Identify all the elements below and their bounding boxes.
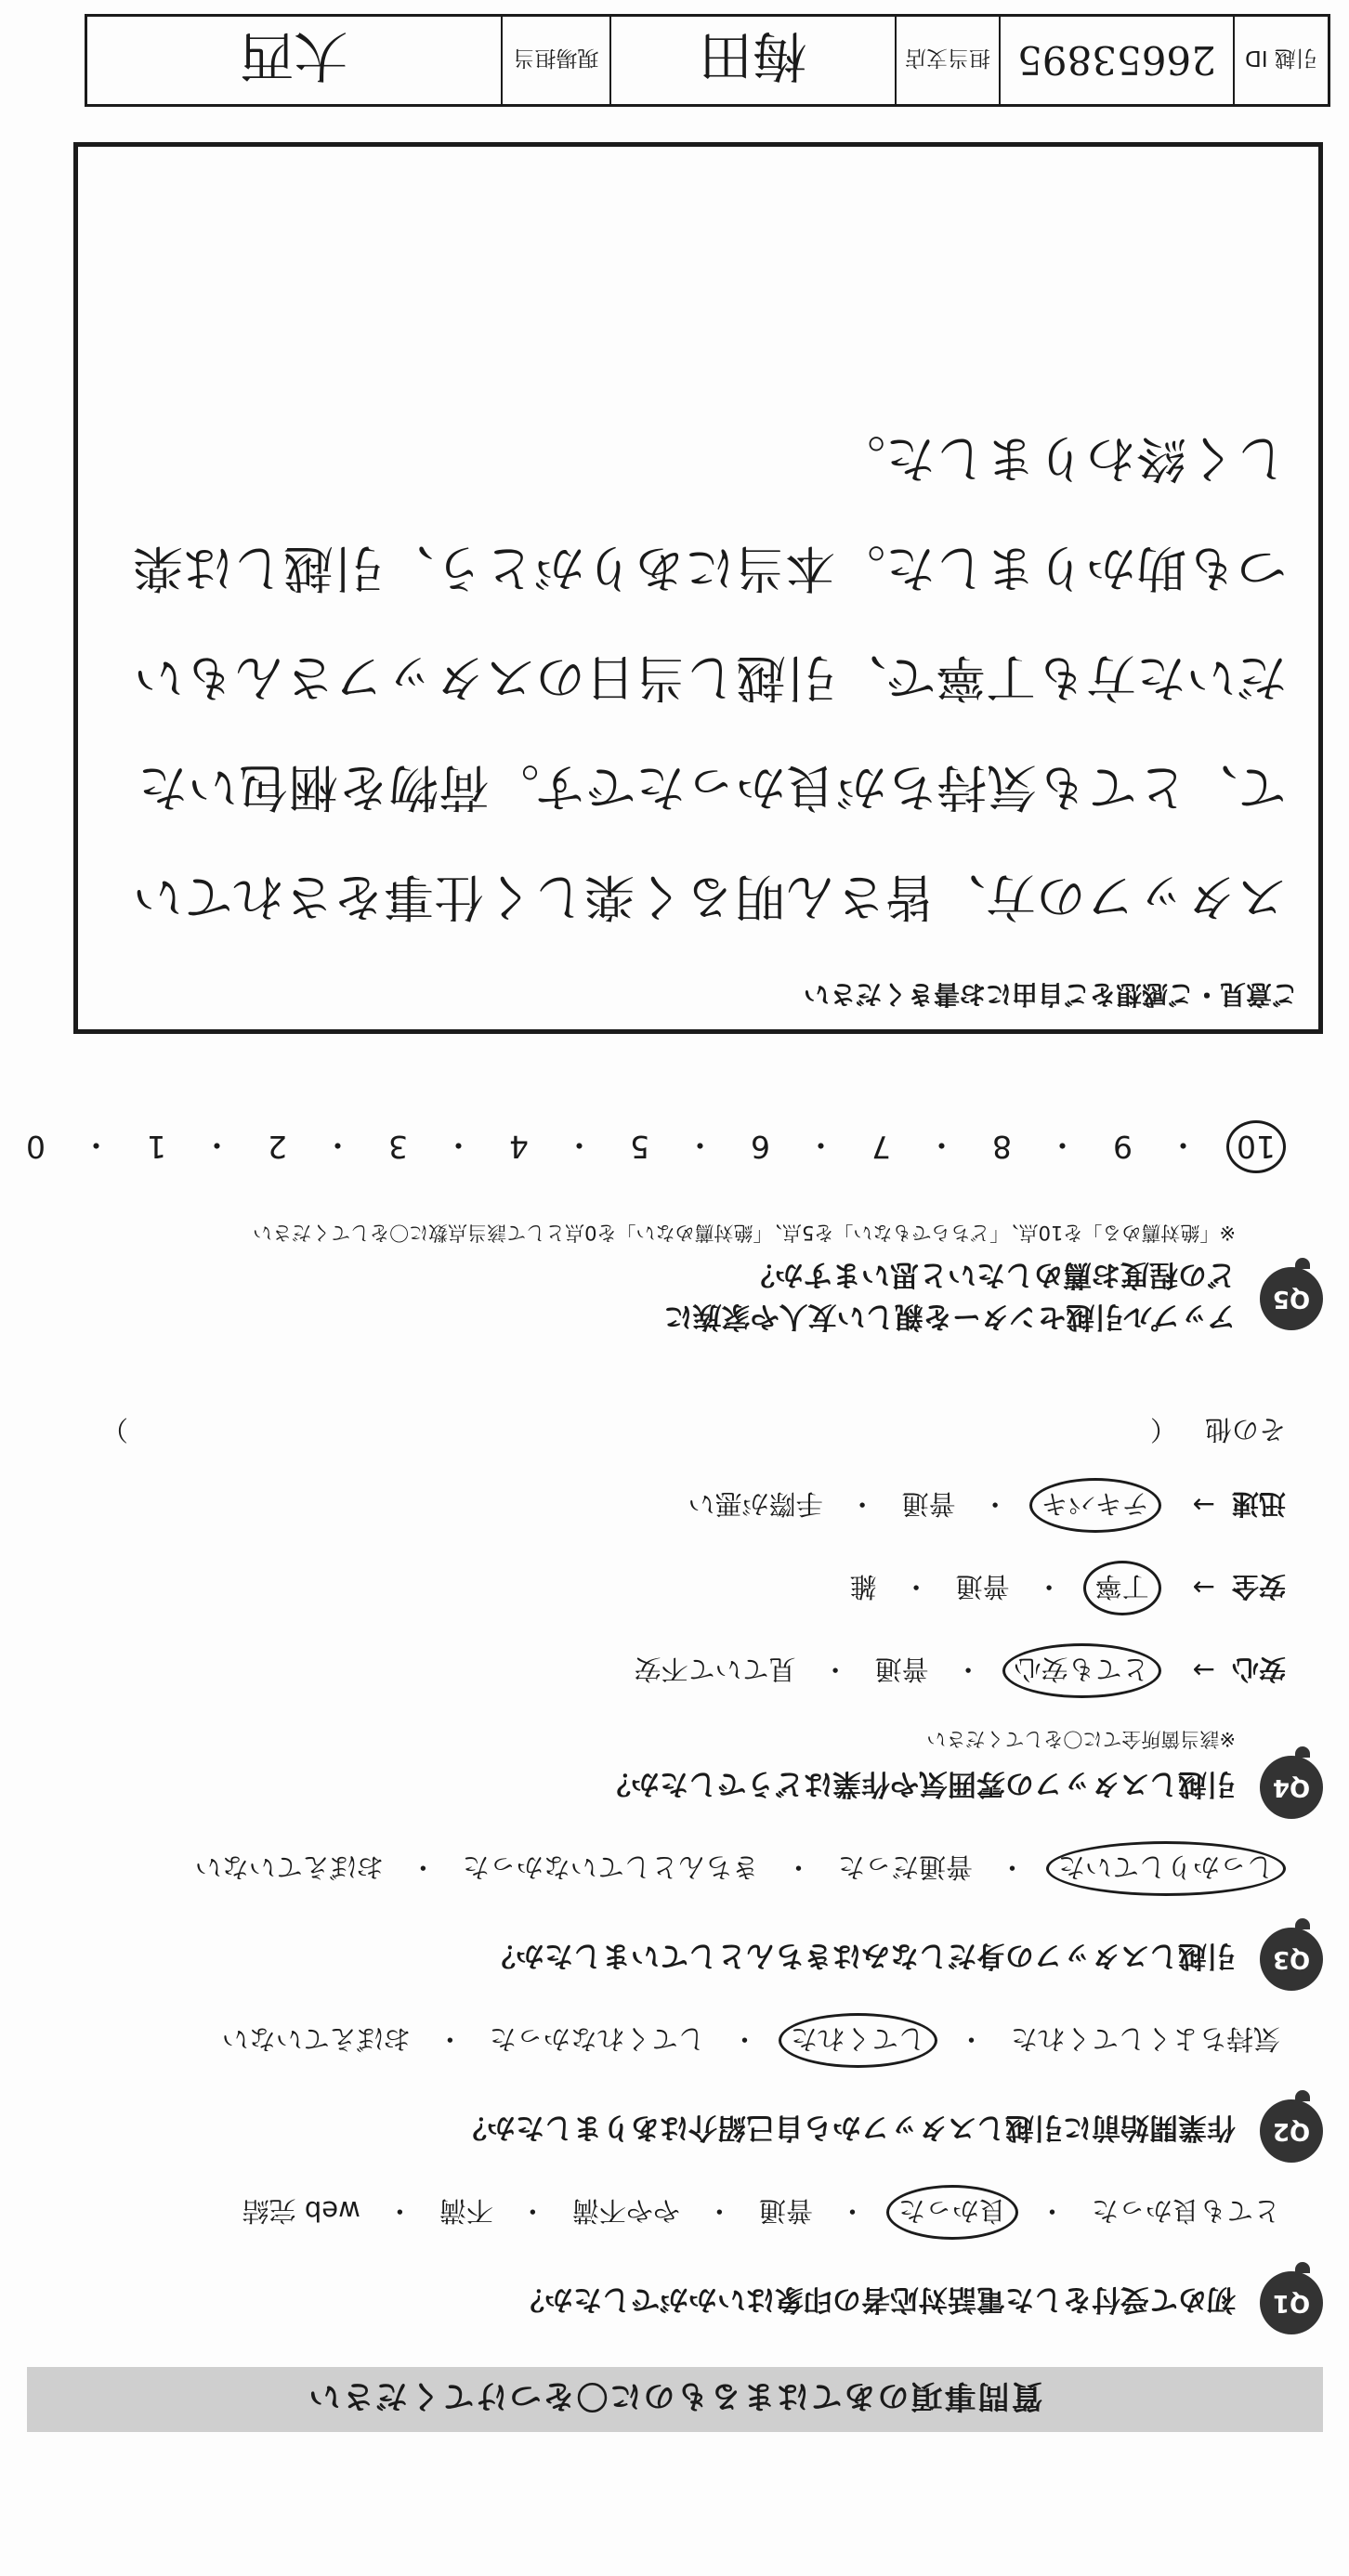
q1-badge-icon: Q1 — [1260, 2271, 1323, 2334]
comments-title: ご意見・ご感想をご自由にお書きください — [803, 979, 1298, 1010]
site-manager-value: 大西 — [240, 24, 348, 87]
q5-badge-icon: Q5 — [1260, 1267, 1323, 1330]
q2-option-1[interactable]: 気持ちよくしてくれた — [1010, 2023, 1280, 2055]
q4-row-2-label: 安全 — [1231, 1571, 1286, 1602]
q4-row-2-option-2[interactable]: 普通 — [955, 1571, 1010, 1602]
q4-badge-icon: Q4 — [1260, 1756, 1323, 1819]
q5-text-line-1: アップル引越センターを親しい友人や家族に — [663, 1300, 1236, 1333]
q5-score-4[interactable]: 4 — [509, 1129, 529, 1165]
q4-row-jinsoku: 迅速 → テキパキ ・ 普通 ・ 手際が悪い — [27, 1478, 1286, 1533]
q5-score-2[interactable]: 2 — [268, 1129, 287, 1165]
q4-note: ※該当箇所全てに〇をしてください — [926, 1728, 1236, 1750]
comments-box[interactable] — [73, 142, 1323, 1034]
q4-row-1-option-2[interactable]: 普通 — [874, 1654, 929, 1685]
question-q3 — [27, 1841, 1323, 1991]
q1-option-4[interactable]: やや不満 — [571, 2195, 680, 2227]
branch-label: 担当支店 — [895, 17, 999, 104]
comments-handwritten-text: スタッフの方、皆さん明るく楽しく仕事をされていて、とても気持ちが良かったです。荷物を梱包いただいた方も丁寧で、引越し当日のスタッフさんもいつも助かりました。本当にありがとう、引越しは楽しく終わりました。 — [133, 429, 1287, 926]
arrow-right-icon: → — [1192, 1654, 1215, 1687]
q3-options: しっかりしていた ・ 普通だった ・ きちんとしていなかった ・ おぼえていない — [27, 1841, 1286, 1896]
q5-text-line-2: どの程度お薦めしたいと思いますか？ — [746, 1258, 1236, 1291]
q5-score-9[interactable]: 9 — [1113, 1129, 1133, 1165]
q4-row-2-option-1-selected[interactable]: 丁寧 — [1083, 1561, 1161, 1615]
q4-row-1-option-3[interactable]: 見ていて不安 — [634, 1654, 796, 1685]
q4-row-1-label: 安心 — [1231, 1654, 1286, 1685]
q4-other-row — [27, 1412, 1286, 1450]
q4-row-2-option-3[interactable]: 雑 — [849, 1571, 877, 1602]
q4-row-3-option-3[interactable]: 手際が悪い — [688, 1488, 823, 1520]
q4-row-anshin: 安心 → とても安心 ・ 普通 ・ 見ていて不安 — [27, 1643, 1286, 1698]
q1-options: とても良かった ・ 良かった ・ 普通 ・ やや不満 ・ 不満 ・ web 完結 — [27, 2185, 1286, 2240]
q3-badge-icon: Q3 — [1260, 1928, 1323, 1991]
q4-row-3-option-2[interactable]: 普通 — [901, 1488, 956, 1520]
move-id-label: 引越 ID — [1233, 17, 1328, 104]
question-q5 — [27, 1120, 1323, 1340]
q5-score-6[interactable]: 6 — [751, 1129, 770, 1165]
q1-option-3[interactable]: 普通 — [758, 2195, 813, 2227]
q4-other-close-paren: ） — [100, 1414, 128, 1445]
q5-note: ※「絶対薦める」を10点、「どちらでもない」を5点、「絶対薦めない」を0点として該当点数に〇をしてください — [253, 1222, 1236, 1244]
q5-scale: 10 ・ 9 ・ 8 ・ 7 ・ 6 ・ 5 ・ 4 ・ 3 ・ 2 ・ 1 ・ 0 — [27, 1120, 1286, 1173]
q4-other-open-paren: （ — [1149, 1414, 1177, 1445]
q5-score-5[interactable]: 5 — [630, 1129, 649, 1165]
q4-other-label: その他 — [1204, 1414, 1286, 1445]
q4-row-3-label: 迅速 — [1231, 1488, 1286, 1520]
q3-option-3[interactable]: きちんとしていなかった — [462, 1851, 759, 1883]
q4-row-1-option-1-selected[interactable]: とても安心 — [1002, 1643, 1161, 1698]
q3-option-4[interactable]: おぼえていない — [194, 1851, 384, 1883]
q2-option-3[interactable]: してくれなかった — [489, 2023, 705, 2055]
q5-score-3[interactable]: 3 — [388, 1129, 408, 1165]
arrow-right-icon: → — [1192, 1572, 1215, 1604]
question-q1 — [27, 2185, 1323, 2334]
arrow-right-icon: → — [1192, 1489, 1215, 1522]
q2-text: 作業開始前に引越しスタッフから自己紹介はありましたか？ — [458, 2111, 1236, 2145]
question-q4 — [27, 1412, 1323, 1819]
q2-option-2-selected[interactable]: してくれた — [779, 2013, 937, 2068]
q1-option-5[interactable]: 不満 — [439, 2195, 493, 2227]
q1-option-1[interactable]: とても良かった — [1091, 2195, 1280, 2227]
instruction-text: 質問事項のあてはまるものに〇をつけてください — [307, 2377, 1043, 2415]
q1-text: 初めて受付をした電話対応者の印象はいかがでしたか？ — [516, 2282, 1236, 2317]
q1-option-6[interactable]: web 完結 — [242, 2195, 360, 2227]
q3-option-1-selected[interactable]: しっかりしていた — [1046, 1841, 1286, 1896]
q4-row-3-option-1-selected[interactable]: テキパキ — [1029, 1478, 1161, 1533]
q5-score-7[interactable]: 7 — [871, 1129, 891, 1165]
q2-badge-icon: Q2 — [1260, 2099, 1323, 2163]
q2-option-4[interactable]: おぼえていない — [221, 2023, 411, 2055]
question-q2 — [27, 2013, 1323, 2163]
q5-text — [664, 1257, 1236, 1340]
q5-score-8[interactable]: 8 — [992, 1129, 1012, 1165]
q4-row-anzen: 安全 → 丁寧 ・ 普通 ・ 雑 — [27, 1561, 1286, 1615]
q3-option-2[interactable]: 普通だった — [837, 1851, 973, 1883]
q5-score-0[interactable]: 0 — [26, 1129, 46, 1165]
q1-option-2-selected[interactable]: 良かった — [886, 2185, 1018, 2240]
instruction-banner — [27, 2367, 1323, 2432]
q5-score-1[interactable]: 1 — [147, 1129, 166, 1165]
q5-score-10-selected[interactable]: 10 — [1226, 1120, 1286, 1173]
q2-options: 気持ちよくしてくれた ・ してくれた ・ してくれなかった ・ おぼえていない — [27, 2013, 1286, 2068]
q4-text: 引越しスタッフの雰囲気や作業はどうでしたか？ — [602, 1767, 1236, 1801]
q3-text: 引越しスタッフの身だしなみはきちんとしていましたか？ — [487, 1939, 1236, 1973]
site-manager-label: 現場担当 — [501, 17, 609, 104]
branch-value: 梅田 — [609, 17, 895, 104]
move-id-value: 26653895 — [999, 17, 1233, 104]
staff-info-table — [85, 14, 1330, 107]
